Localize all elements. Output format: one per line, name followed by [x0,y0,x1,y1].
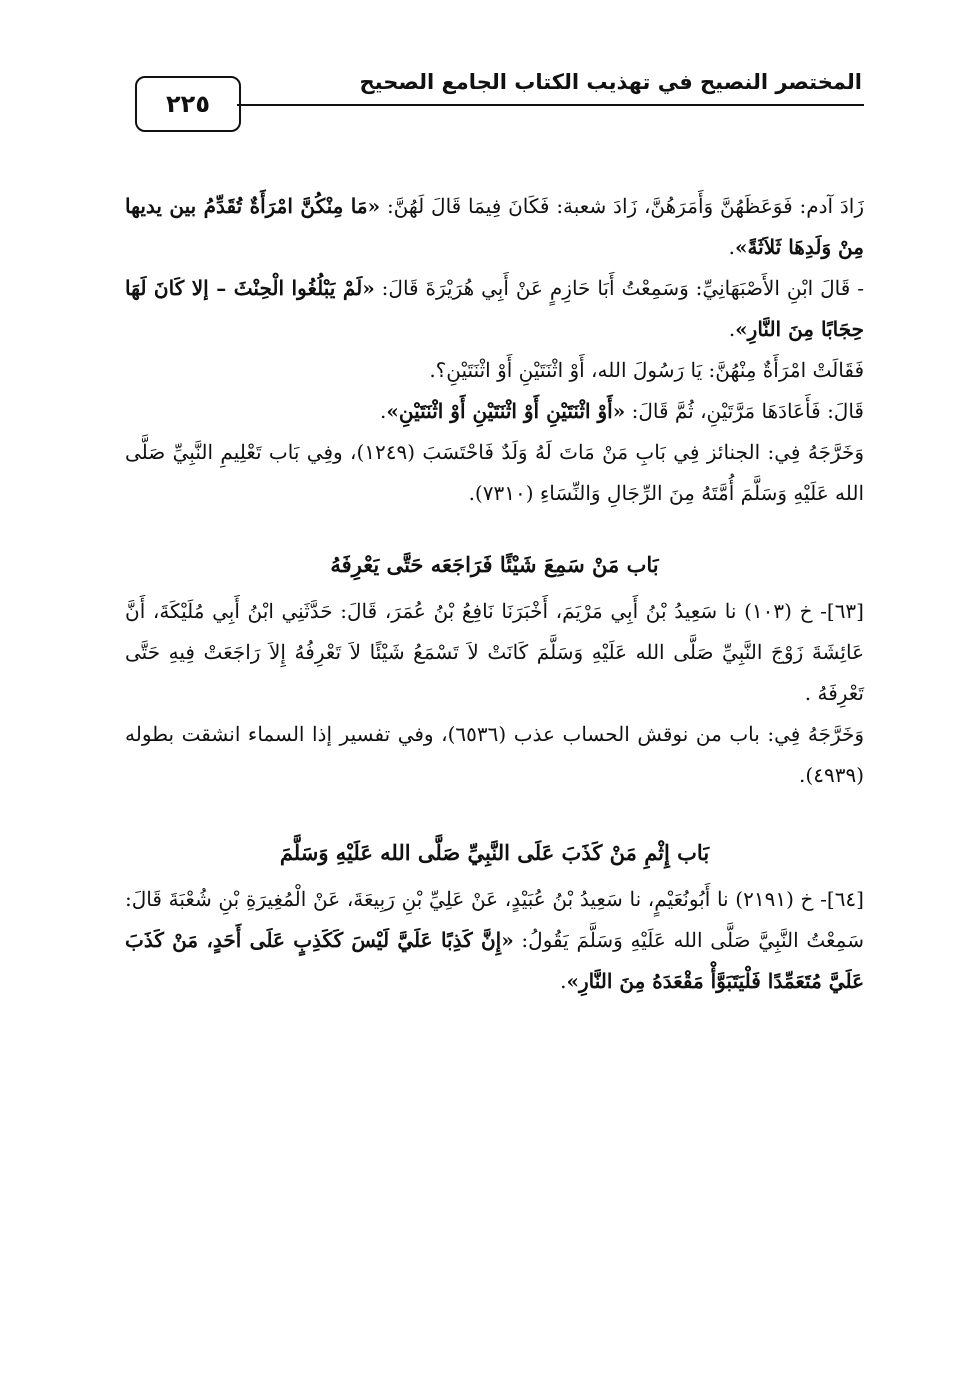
text-paragraph [125,268,864,350]
text-segment: . [728,317,736,341]
text-segment: فَقَالَتْ امْرَأَةٌ مِنْهُنَّ: يَا رَسُولَ الله، أَوْ اثْنَتَيْنِ أَوْ اثْنَتَيْنِ؟. [429,358,864,382]
text-segment: . [560,969,567,993]
hadith-quote: «مَا مِنْكُنَّ امْرَأَةٌ تُقَدِّمُ بين يديها مِنْ وَلَدِهَا ثَلاَثَةً» [125,194,864,259]
text-paragraph [125,591,864,714]
hadith-quote: «إِنَّ كَذِبًا عَلَيَّ لَيْسَ كَكَذِبٍ عَلَى أَحَدٍ، مَنْ كَذَبَ عَلَيَّ مُتَعَمِّدًا فَلْيَتَبَوَّأْ مَقْعَدَهُ مِنَ النَّارِ» [125,928,864,993]
text-paragraph [125,350,864,391]
text-segment: . [380,399,387,423]
header-divider [237,104,864,106]
text-paragraph [125,879,864,1002]
hadith-quote: «أَوْ اثْنَتَيْنِ أَوْ اثْنَتَيْنِ أَوْ اثْنَتَيْنِ» [386,399,626,423]
page-number: ٢٢٥ [166,90,210,118]
text-paragraph [125,432,864,514]
text-paragraph [125,714,864,796]
text-paragraph [125,186,864,268]
chapter-heading: بَاب إِثْمِ مَنْ كَذَبَ عَلَى النَّبِيِّ صَلَّى الله عَلَيْهِ وَسَلَّمَ [279,840,710,865]
chapter-heading: بَاب مَنْ سَمِعَ شَيْئًا فَرَاجَعَه حَتَّى يَعْرِفَهُ [330,552,659,577]
text-segment: - قَالَ ابْنِ الأَصْبَهَانِيِّ: وَسَمِعْتُ أَبَا حَازِمٍ عَنْ أَبِي هُرَيْرَةَ قَالَ: [374,276,864,300]
book-title: المختصر النصيح في تهذيب الكتاب الجامع الصحيح [359,70,862,94]
text-segment: قَالَ: فَأَعَادَهَا مَرَّتَيْنِ، ثُمَّ قَالَ: [625,399,864,423]
text-paragraph [125,391,864,432]
text-segment: [٦٤]- خ (٢١٩١) نا أَبُونُعَيْمٍ، نا سَعِيدُ بْنُ عُبَيْدٍ، عَنْ عَلِيِّ بْنِ رَبِيعَةَ، عَنْ الْمُغِيرَةِ بْنِ شُعْبَةَ قَالَ: سَمِعْتُ النَّبِيَّ صَلَّى الله عَلَيْهِ وَسَلَّمَ يَقُولُ: [125,887,864,952]
page-number-box [135,76,241,132]
text-segment: زَادَ آدم: فَوَعَظَهُنَّ وَأَمَرَهُنَّ، زَادَ شعبة: فَكَانَ فِيمَا قَالَ لَهُنَّ: [380,194,864,218]
hadith-quote: «لَمْ يَبْلُغُوا الْحِنْثَ – إلا كَانَ لَهَا حِجَابًا مِنَ النَّارِ» [125,276,864,341]
text-segment: [٦٣]- خ (١٠٣) نا سَعِيدُ بْنُ أَبِي مَرْيَمَ، أَخْبَرَنَا نَافِعُ بْنُ عُمَرَ، قَالَ: حَدَّثَنِي ابْنُ أَبِي مُلَيْكَةَ، أَنَّ عَائِشَةَ زَوْجَ النَّبِيِّ صَلَّى الله عَلَيْهِ وَسَلَّمَ كَانَتْ لاَ تَسْمَعُ شَيْئًا لاَ تَعْرِفُهُ إِلاَ رَاجَعَتْ فِيهِ حَتَّى تَعْرِفَهُ . [125,599,864,705]
text-segment: . [728,235,735,259]
text-segment: وَخَرَّجَهُ فِي: باب من نوقش الحساب عذب (٦٥٣٦)، وفي تفسير إذا السماء انشقت بطوله (٤٩٣٩). [125,722,864,787]
text-segment: وَخَرَّجَهُ فِي: الجنائز فِي بَابِ مَنْ مَاتَ لَهُ وَلَدٌ فَاحْتَسَبَ (١٢٤٩)، وفِي بَاب تَعْلِيمِ النَّبِيِّ صَلَّى الله عَلَيْهِ وَسَلَّمَ أُمَّتَهُ مِنَ الرِّجَالِ وَالنِّسَاءِ (٧٣١٠). [125,440,864,505]
page-body [125,186,864,1002]
